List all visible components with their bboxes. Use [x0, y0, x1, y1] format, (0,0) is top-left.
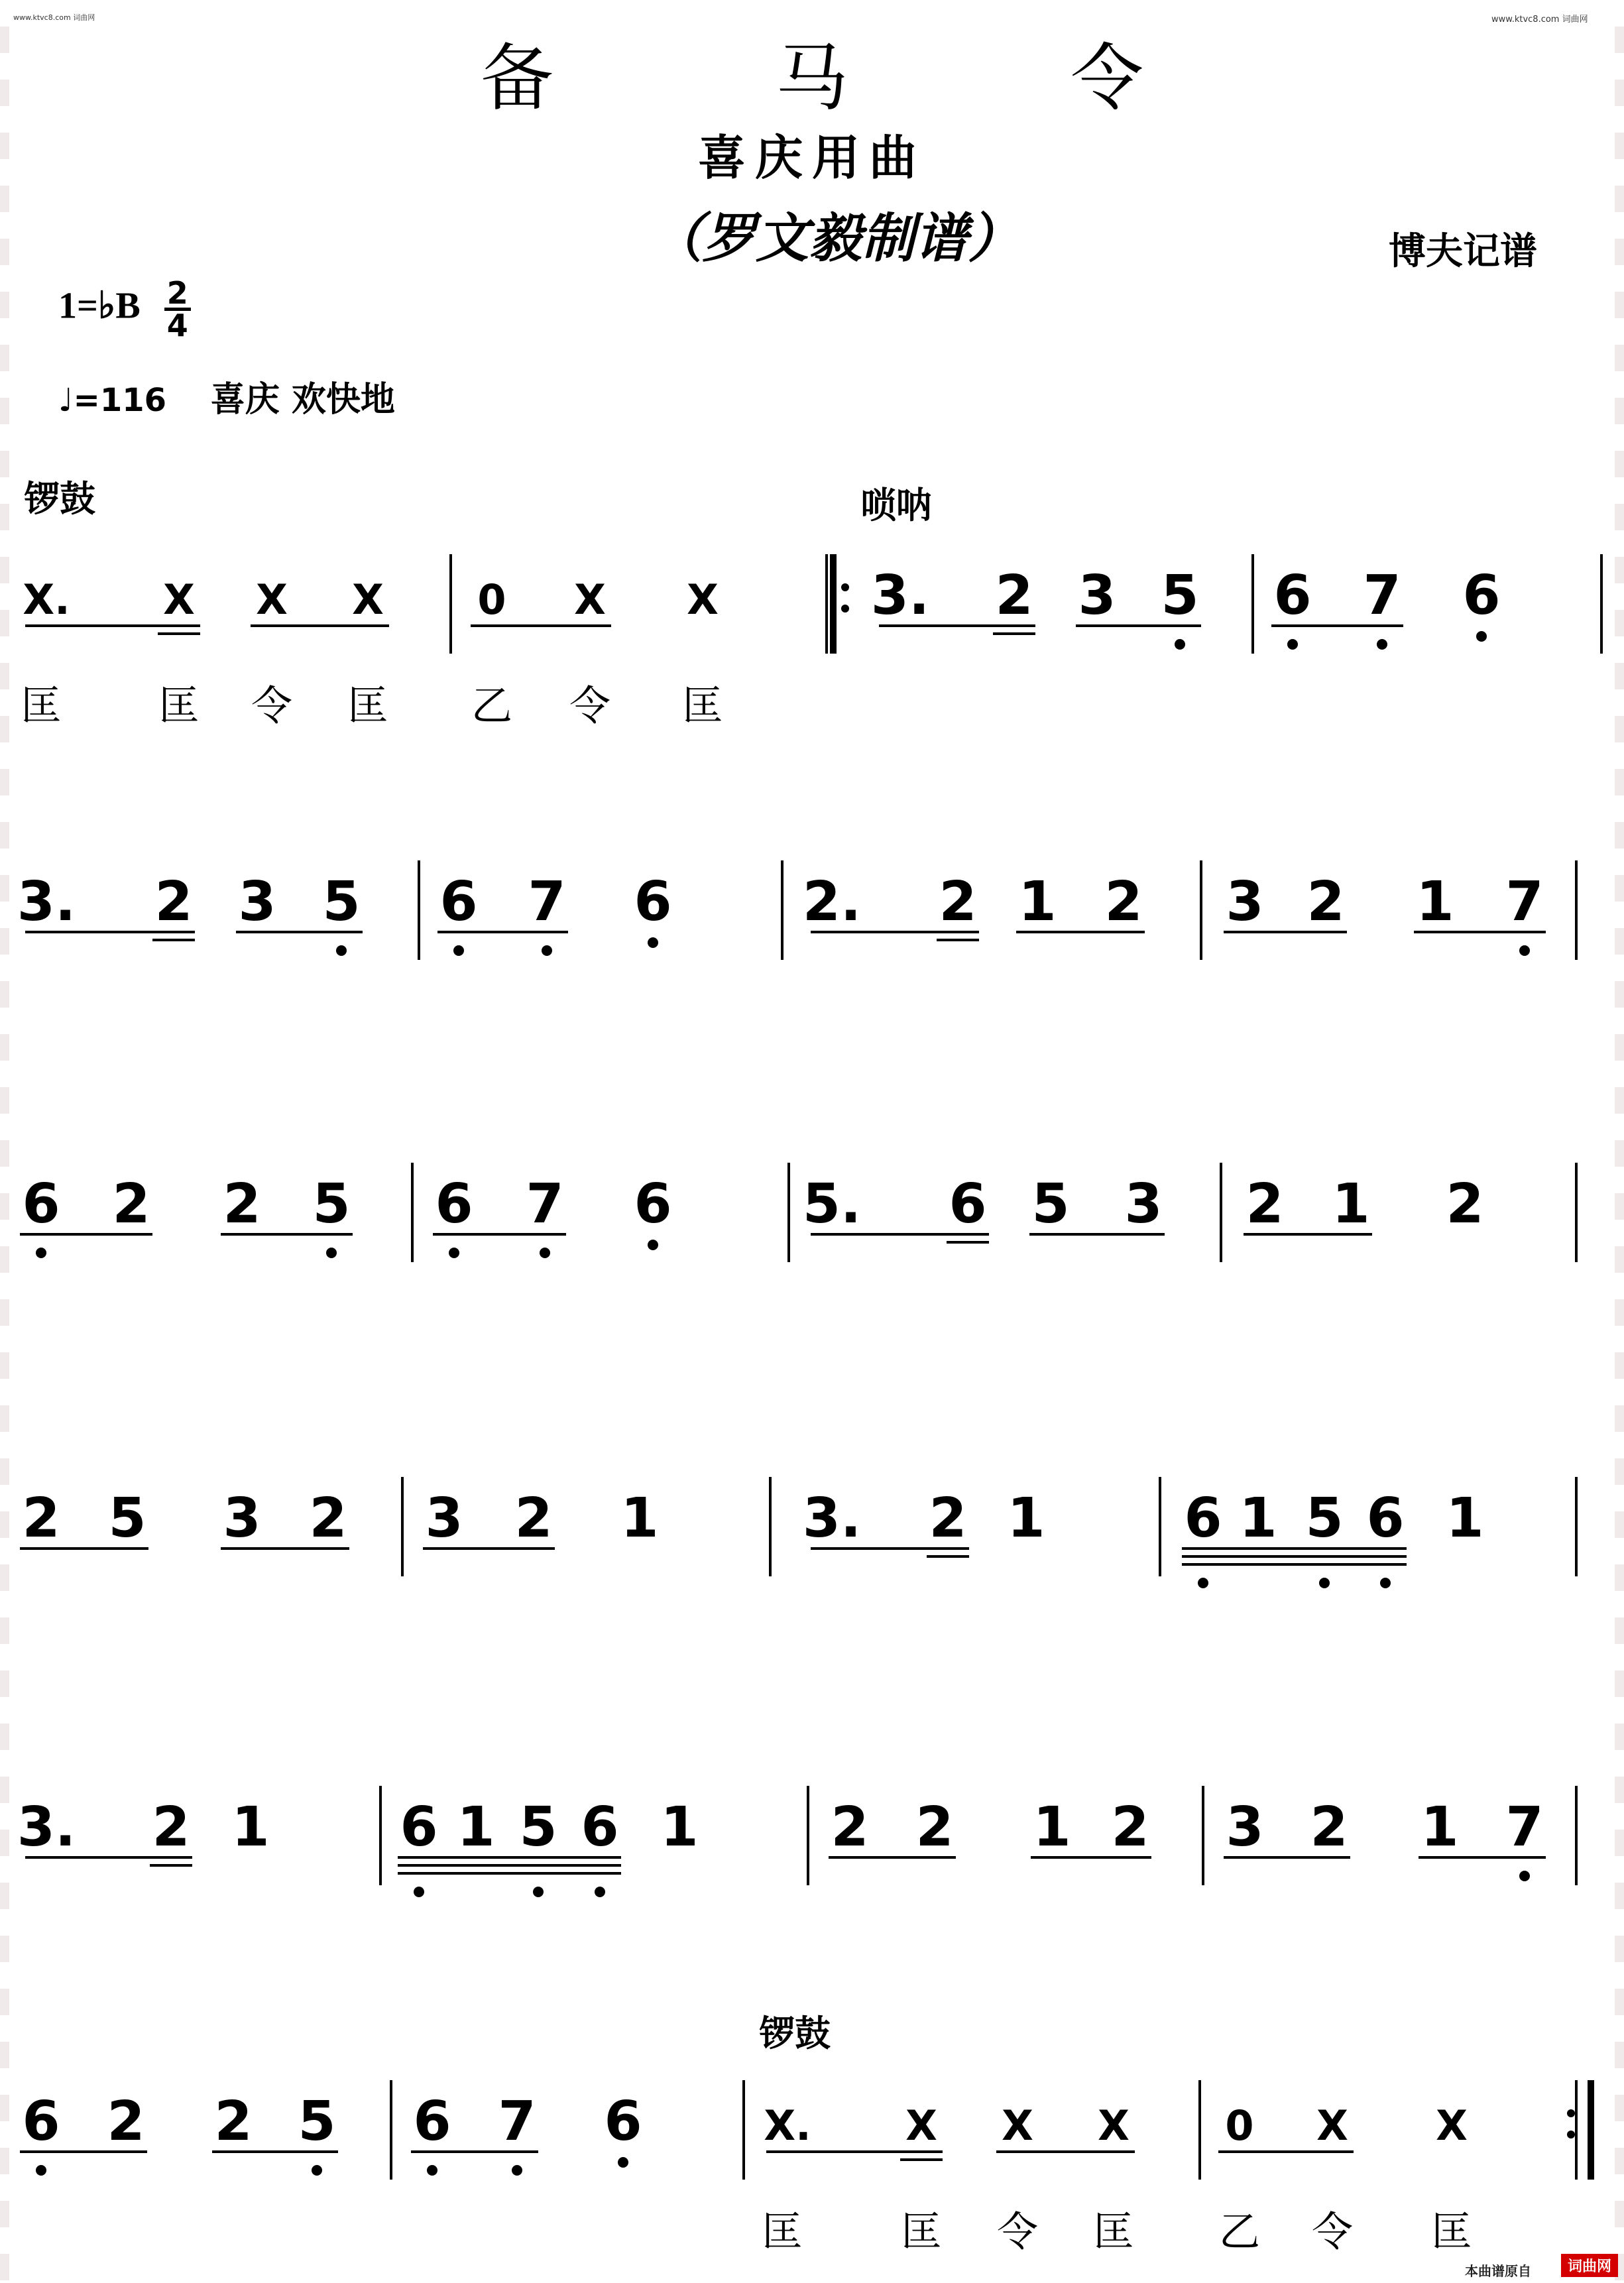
note-pitch: 3: [1226, 1796, 1264, 1859]
low-octave-dot: [1519, 1871, 1530, 1881]
note-perc: X.: [764, 2101, 811, 2150]
percussion-syllable: 匡: [347, 681, 389, 730]
note-pitch: 6: [581, 1796, 619, 1859]
percussion-syllable: 乙: [1218, 2207, 1261, 2256]
low-octave-dot: [540, 1248, 550, 1258]
note-pitch: 2: [514, 1487, 553, 1550]
note-pitch: 1: [660, 1796, 699, 1859]
expression-text: 喜庆 欢快地: [210, 380, 395, 420]
note-pitch: 2: [939, 870, 977, 933]
note-perc: X: [1436, 2101, 1468, 2150]
note-pitch: 6: [949, 1173, 987, 1236]
tempo-value: ♩=116: [58, 382, 167, 419]
note-pitch: 2: [309, 1487, 347, 1550]
percussion-syllable: 乙: [471, 681, 513, 730]
note-pitch: 6: [604, 2090, 642, 2153]
note-pitch: 2: [995, 564, 1033, 627]
note-perc: X: [574, 575, 606, 624]
low-octave-dot: [414, 1887, 424, 1897]
low-octave-dot: [1377, 639, 1387, 650]
score-title: 备 马 令: [481, 36, 1243, 121]
note-pitch: 2: [1446, 1173, 1484, 1236]
note-pitch: 6: [1366, 1487, 1405, 1550]
low-octave-dot: [326, 1248, 337, 1258]
percussion-syllable: 匡: [1430, 2207, 1473, 2256]
note-pitch: 7: [1363, 564, 1401, 627]
note-pitch: 5: [519, 1796, 557, 1859]
note-pitch: 2: [831, 1796, 869, 1859]
note-pitch: 2: [112, 1173, 150, 1236]
low-octave-dot: [648, 937, 658, 948]
time-signature-bottom: 4: [166, 308, 188, 343]
note-pitch: 3.: [802, 1487, 862, 1550]
note-pitch: 7: [528, 870, 566, 933]
note-pitch: 6: [22, 1173, 60, 1236]
label-suona: 唢呐: [860, 485, 932, 526]
low-octave-dot: [36, 1248, 46, 1258]
note-pitch: 2.: [802, 870, 862, 933]
low-octave-dot: [1175, 639, 1185, 650]
note-pitch: 6: [1184, 1487, 1222, 1550]
note-pitch: 2: [107, 2090, 145, 2153]
repeat-dot: [841, 605, 849, 613]
note-perc: X: [256, 575, 288, 624]
note-pitch: 1: [457, 1796, 495, 1859]
note-pitch: 2: [1111, 1796, 1149, 1859]
transcriber-credit: 博夫记谱: [1389, 230, 1537, 273]
note-pitch: 1: [1033, 1796, 1071, 1859]
note-pitch: 3: [1124, 1173, 1163, 1236]
note-pitch: 2: [915, 1796, 954, 1859]
note-pitch: 6: [1462, 564, 1501, 627]
note-pitch: 7: [498, 2090, 536, 2153]
note-pitch: 5: [1161, 564, 1199, 627]
percussion-syllable: 匡: [20, 681, 62, 730]
low-octave-dot: [453, 945, 464, 956]
note-pitch: 5: [298, 2090, 336, 2153]
low-octave-dot: [542, 945, 552, 956]
note-pitch: 7: [1505, 870, 1544, 933]
low-octave-dot: [312, 2165, 322, 2176]
percussion-syllable: 匡: [1092, 2207, 1135, 2256]
note-pitch: 3.: [17, 870, 76, 933]
percussion-syllable: 令: [1311, 2207, 1354, 2256]
note-perc: X: [687, 575, 719, 624]
note-pitch: 2: [1310, 1796, 1348, 1859]
low-octave-dot: [512, 2165, 522, 2176]
percussion-syllable: 令: [996, 2207, 1039, 2256]
note-perc: 0: [1225, 2101, 1254, 2150]
note-pitch: 5.: [802, 1173, 862, 1236]
watermark-bottom-logo: 词曲网: [1561, 2254, 1618, 2277]
note-pitch: 3: [1226, 870, 1264, 933]
note-pitch: 2: [154, 870, 193, 933]
low-octave-dot: [1476, 631, 1487, 642]
note-pitch: 3: [425, 1487, 463, 1550]
low-octave-dot: [595, 1887, 605, 1897]
note-pitch: 5: [312, 1173, 351, 1236]
note-pitch: 2: [1246, 1173, 1284, 1236]
percussion-syllable: 匡: [761, 2207, 803, 2256]
note-perc: X: [1098, 2101, 1130, 2150]
repeat-dot: [1567, 2131, 1575, 2138]
note-pitch: 6: [413, 2090, 451, 2153]
note-perc: 0: [477, 575, 506, 624]
percussion-syllable: 令: [569, 681, 611, 730]
note-pitch: 2: [152, 1796, 190, 1859]
percussion-syllable: 令: [251, 681, 293, 730]
note-pitch: 2: [929, 1487, 967, 1550]
note-pitch: 7: [526, 1173, 564, 1236]
note-pitch: 6: [439, 870, 478, 933]
note-pitch: 2: [223, 1173, 261, 1236]
note-pitch: 1: [620, 1487, 659, 1550]
repeat-dot: [841, 583, 849, 591]
note-perc: X: [1002, 2101, 1033, 2150]
note-pitch: 5: [1031, 1173, 1070, 1236]
note-pitch: 2: [1104, 870, 1143, 933]
note-pitch: 5: [322, 870, 361, 933]
score-subtitle: 喜庆用曲: [697, 130, 926, 186]
note-pitch: 6: [634, 870, 672, 933]
low-octave-dot: [1319, 1578, 1330, 1588]
note-pitch: 6: [1273, 564, 1312, 627]
low-octave-dot: [648, 1240, 658, 1250]
note-pitch: 1: [231, 1796, 270, 1859]
low-octave-dot: [1198, 1578, 1208, 1588]
note-pitch: 2: [1306, 870, 1345, 933]
note-pitch: 3.: [17, 1796, 76, 1859]
watermark-top-right: www.ktvc8.com 词曲网: [1491, 15, 1588, 25]
note-pitch: 6: [435, 1173, 473, 1236]
note-pitch: 6: [22, 2090, 60, 2153]
label-gong-drum-intro: 锣鼓: [24, 478, 95, 520]
note-pitch: 3: [1078, 564, 1116, 627]
note-perc: X: [1316, 2101, 1348, 2150]
note-pitch: 1: [1332, 1173, 1370, 1236]
label-gong-drum-outro: 锣鼓: [759, 2013, 831, 2054]
repeat-dot: [1567, 2109, 1575, 2117]
note-pitch: 3.: [870, 564, 930, 627]
low-octave-dot: [1380, 1578, 1391, 1588]
note-perc: X: [905, 2101, 937, 2150]
note-pitch: 1: [1018, 870, 1057, 933]
low-octave-dot: [449, 1248, 459, 1258]
low-octave-dot: [618, 2157, 628, 2168]
low-octave-dot: [336, 945, 347, 956]
note-pitch: 1: [1446, 1487, 1484, 1550]
note-pitch: 3: [223, 1487, 261, 1550]
note-pitch: 1: [1421, 1796, 1459, 1859]
percussion-syllable: 匡: [681, 681, 724, 730]
note-pitch: 3: [238, 870, 276, 933]
low-octave-dot: [1287, 639, 1298, 650]
note-pitch: 6: [400, 1796, 438, 1859]
percussion-syllable: 匡: [158, 681, 200, 730]
note-pitch: 1: [1416, 870, 1454, 933]
note-pitch: 5: [1305, 1487, 1344, 1550]
note-perc: X: [352, 575, 384, 624]
watermark-bottom-note: 本曲谱原自: [1465, 2263, 1531, 2279]
note-pitch: 1: [1239, 1487, 1277, 1550]
arranger-credit: （罗文毅制谱）: [650, 207, 1021, 269]
note-perc: X.: [23, 575, 70, 624]
note-pitch: 7: [1505, 1796, 1544, 1859]
percussion-syllable: 匡: [900, 2207, 943, 2256]
low-octave-dot: [36, 2165, 46, 2176]
note-pitch: 2: [22, 1487, 60, 1550]
note-pitch: 5: [108, 1487, 146, 1550]
note-pitch: 2: [214, 2090, 253, 2153]
note-pitch: 6: [634, 1173, 672, 1236]
low-octave-dot: [533, 1887, 544, 1897]
watermark-top-left: www.ktvc8.com 词曲网: [13, 13, 95, 22]
low-octave-dot: [427, 2165, 437, 2176]
note-pitch: 1: [1007, 1487, 1045, 1550]
key-label: 1=♭B: [58, 285, 141, 327]
note-perc: X: [163, 575, 195, 624]
low-octave-dot: [1519, 945, 1530, 956]
time-signature-top: 2: [164, 278, 191, 311]
